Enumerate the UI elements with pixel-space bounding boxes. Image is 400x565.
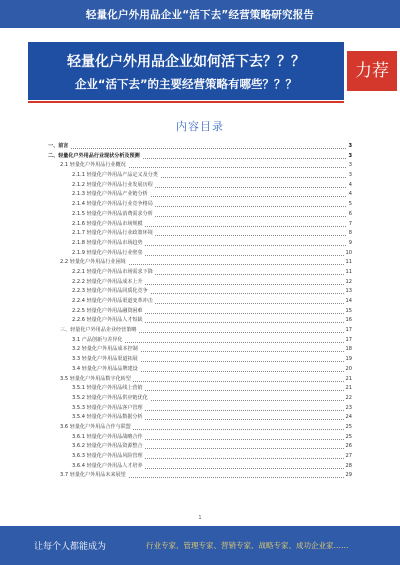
toc-entry-label: 3.6.2 轻量化户外用品资源整合	[72, 442, 145, 452]
toc-entry[interactable]	[48, 220, 352, 230]
toc-entry-page: 7	[348, 220, 352, 230]
toc-entry-page: 11	[345, 258, 352, 268]
toc-entry[interactable]	[48, 355, 352, 365]
toc-entry[interactable]	[48, 462, 352, 472]
toc-entry-label: 3.3 轻量化户外用品渠道拓展	[72, 355, 140, 365]
toc-entry[interactable]	[48, 384, 352, 394]
toc-entry-page: 13	[345, 287, 352, 297]
toc-entry-page: 5	[348, 200, 352, 210]
toc-entry[interactable]	[48, 229, 352, 239]
toc-entry[interactable]	[48, 345, 352, 355]
toc-entry-page: 21	[345, 384, 352, 394]
toc-entry[interactable]	[48, 326, 352, 336]
footer-roles: 行业专家、管理专家、营销专家、战略专家、成功企业家……	[146, 541, 349, 550]
toc-entry[interactable]	[48, 258, 352, 268]
banner-subtitle: 企业“活下去”的主要经营策略有哪些？？？	[74, 77, 298, 91]
toc-entry[interactable]	[48, 161, 352, 171]
toc-entry-page: 15	[345, 307, 352, 317]
toc-entry-label: 3.2 轻量化户外用品成本控制	[72, 345, 140, 355]
toc-entry-page: 4	[348, 190, 352, 200]
footer-bar	[0, 526, 400, 565]
toc-entry-page: 3	[347, 152, 352, 162]
toc-entry[interactable]	[48, 210, 352, 220]
toc-entry[interactable]	[48, 316, 352, 326]
toc-entry-page: 18	[345, 345, 352, 355]
toc-entry-page: 6	[348, 210, 352, 220]
toc-entry-page: 29	[345, 471, 352, 481]
toc-entry-page: 14	[345, 297, 352, 307]
toc-entry[interactable]	[48, 365, 352, 375]
header-title: 轻量化户外用品企业“活下去”经营策略研究报告	[85, 9, 315, 21]
toc-entry-page: 28	[345, 462, 352, 472]
toc-entry-page: 27	[345, 452, 352, 462]
toc-entry-page: 19	[345, 355, 352, 365]
toc-entry-label: 2.1.9 轻量化户外用品行业壁垒	[72, 249, 145, 259]
toc-entry[interactable]	[48, 423, 352, 433]
toc-entry-label: 二、轻量化户外用品行业现状分析及预测	[48, 152, 142, 162]
toc-entry[interactable]	[48, 268, 352, 278]
toc-entry[interactable]	[48, 452, 352, 462]
toc-entry-page: 24	[345, 413, 352, 423]
toc-entry-page: 17	[345, 326, 352, 336]
toc-entry-page: 4	[348, 181, 352, 191]
toc-entry-page: 26	[345, 442, 352, 452]
toc-entry[interactable]	[48, 142, 352, 152]
toc-entry[interactable]	[48, 152, 352, 162]
toc-entry-page: 3	[347, 142, 352, 152]
toc-entry[interactable]	[48, 200, 352, 210]
toc-entry[interactable]	[48, 442, 352, 452]
toc-entry-label: 2.1.2 轻量化户外用品行业发展历程	[72, 181, 155, 191]
toc-entry-label: 2.1.7 轻量化户外用品行业政策环境	[72, 229, 155, 239]
toc-entry-label: 3.6.3 轻量化户外用品风险管理	[72, 452, 145, 462]
toc-entry-label: 3.5 轻量化户外用品数字化转型	[60, 375, 133, 385]
toc-entry-label: 2.1.1 轻量化户外用品产品定义及分类	[72, 171, 160, 181]
page-number: 1	[198, 515, 202, 521]
toc-entry-label: 3.6.4 轻量化户外用品人才培养	[72, 462, 145, 472]
toc-entry-label: 一、前言	[48, 142, 70, 152]
toc-entry-label: 2.1.6 轻量化户外用品市场规模	[72, 220, 145, 230]
toc-entry-label: 3.7 轻量化户外用品未来展望	[60, 471, 128, 481]
toc-entry-page: 3	[348, 171, 352, 181]
toc-entry-label: 2.1.5 轻量化户外用品消费需求分析	[72, 210, 155, 220]
toc-entry-page: 21	[345, 375, 352, 385]
toc-entry[interactable]	[48, 404, 352, 414]
toc-entry-label: 3.5.1 轻量化户外用品线上营销	[72, 384, 145, 394]
toc-entry-label: 2.1 轻量化户外用品行业概况	[60, 161, 128, 171]
header-bar	[0, 0, 400, 28]
toc-entry-page: 25	[345, 433, 352, 443]
toc-entry[interactable]	[48, 249, 352, 259]
toc-entry-label: 2.1.3 轻量化户外用品产业链分析	[72, 190, 150, 200]
toc-entry-page: 25	[345, 423, 352, 433]
toc-entry-page: 9	[348, 239, 352, 249]
toc-title: 内容目录	[176, 120, 224, 133]
divider	[28, 101, 344, 103]
toc-entry[interactable]	[48, 239, 352, 249]
toc-entry-page: 16	[345, 316, 352, 326]
toc-leader	[48, 148, 346, 149]
toc-entry-label: 3.4 轻量化户外用品品牌建设	[72, 365, 140, 375]
toc-entry-page: 3	[348, 161, 352, 171]
toc-entry-label: 3.5.4 轻量化户外用品数据分析	[72, 413, 145, 423]
toc-entry-page: 23	[345, 404, 352, 414]
toc-entry[interactable]	[48, 287, 352, 297]
toc-entry-label: 2.1.4 轻量化户外用品行业竞争格局	[72, 200, 155, 210]
toc-entry-page: 22	[345, 394, 352, 404]
toc-entry[interactable]	[48, 278, 352, 288]
toc-entry-label: 2.2.4 轻量化户外用品渠道变革冲击	[72, 297, 155, 307]
toc-entry[interactable]	[48, 297, 352, 307]
toc-entry-label: 三、轻量化户外用品企业经营策略	[60, 326, 138, 336]
toc-entry-label: 3.5.3 轻量化户外用品客户管理	[72, 404, 145, 414]
toc-entry[interactable]	[48, 433, 352, 443]
toc-entry-page: 20	[345, 365, 352, 375]
toc-entry-page: 12	[345, 278, 352, 288]
toc-entry-page: 8	[348, 229, 352, 239]
toc-entry[interactable]	[48, 394, 352, 404]
toc-entry[interactable]	[48, 375, 352, 385]
footer-lead: 让每个人都能成为	[34, 542, 107, 552]
toc-entry[interactable]	[48, 181, 352, 191]
brand-logo: 力荐	[347, 51, 397, 91]
toc-entry-page: 17	[345, 336, 352, 346]
toc-entry[interactable]	[48, 471, 352, 481]
toc-entry[interactable]	[48, 171, 352, 181]
toc-entry-label: 3.6 轻量化户外用品合作与联盟	[60, 423, 133, 433]
toc-entry-label: 2.2.2 轻量化户外用品成本上升	[72, 278, 145, 288]
toc-entry[interactable]	[48, 336, 352, 346]
title-banner	[28, 42, 344, 100]
toc-entry-label: 2.2.5 轻量化户外用品融资困难	[72, 307, 145, 317]
toc-entry-label: 3.6.1 轻量化户外用品战略合作	[72, 433, 145, 443]
toc-entry[interactable]	[48, 190, 352, 200]
toc-entry-label: 2.2 轻量化户外用品行业困境	[60, 258, 128, 268]
toc-entry-label: 2.1.8 轻量化户外用品市场趋势	[72, 239, 145, 249]
toc-entry[interactable]	[48, 307, 352, 317]
toc-entry-label: 2.2.1 轻量化户外用品市场需求下降	[72, 268, 155, 278]
toc-entry-label: 2.2.6 轻量化户外用品人才短缺	[72, 316, 145, 326]
toc-entry-page: 10	[345, 249, 352, 259]
toc-entry-page: 11	[345, 268, 352, 278]
table-of-contents	[48, 142, 352, 481]
banner-title: 轻量化户外用品企业如何活下去？？？	[67, 54, 305, 70]
toc-entry-label: 3.1 产品创新与差异化	[72, 336, 124, 346]
toc-entry[interactable]	[48, 413, 352, 423]
toc-entry-label: 3.5.2 轻量化户外用品供应链优化	[72, 394, 150, 404]
toc-entry-label: 2.2.3 轻量化户外用品同质化竞争	[72, 287, 150, 297]
